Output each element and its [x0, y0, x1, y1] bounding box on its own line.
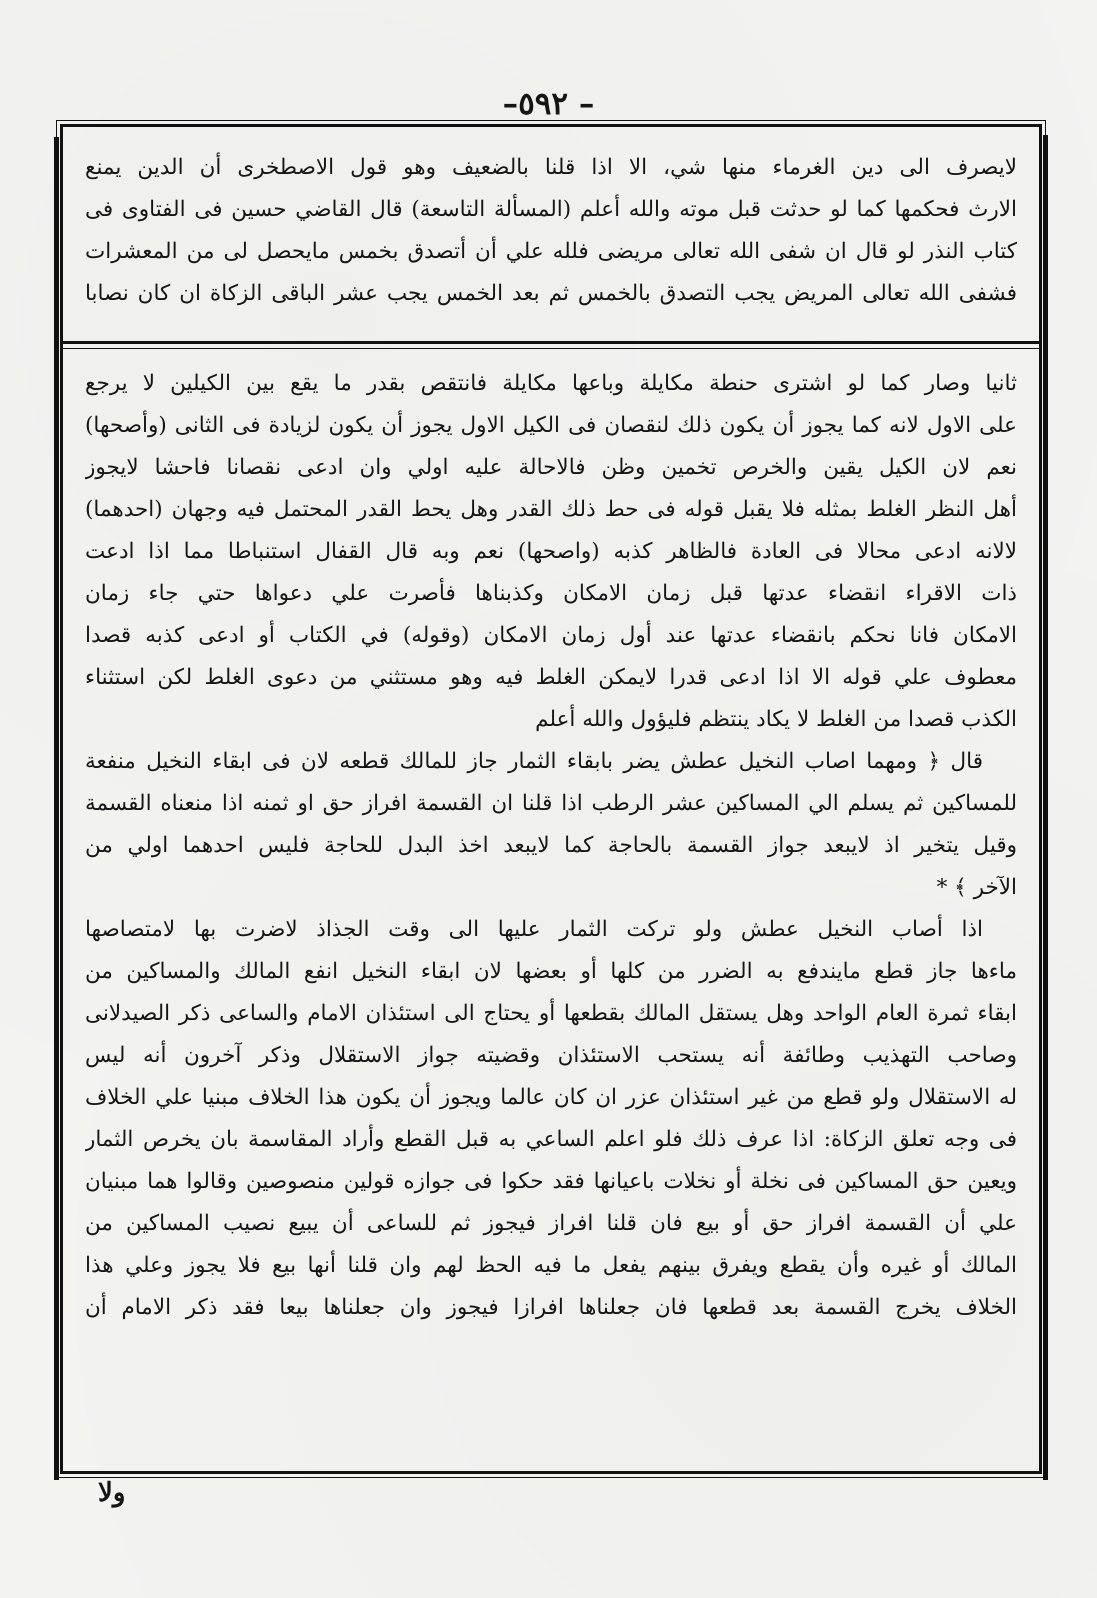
footnote-block	[63, 127, 1039, 341]
footnote-line: لايصرف الى دين الغرماء منها شي، الا اذا قلنا بالضعيف وهو قول الاصطخرى أن الدين يمنع	[85, 155, 1017, 180]
page-number: –٥٩٢ –	[502, 86, 595, 122]
text-frame	[60, 124, 1042, 1474]
catchword: ولا	[98, 1478, 126, 1508]
text-line: الكذب قصدا من الغلط لا يكاد ينتظم فليؤول والله أعلم	[535, 707, 1017, 732]
text-line: ابقاء ثمرة العام الواحد وهل يستقل المالك بقطعها أو يحتاج الى استئذان الامام والساعى ذكر الصيدلانى	[85, 1001, 1017, 1026]
text-line: ثانيا وصار كما لو اشترى حنطة مكايلة وباعها مكايلة فانتقص بقدر ما يقع بين الكيلين لا يرجع	[85, 371, 1017, 396]
text-line: وصاحب التهذيب وطائفة أنه يستحب الاستئذان وقضيته جواز الاستقلال وذكر آخرون أنه ليس	[85, 1043, 1017, 1068]
footnote-line: الارث فحكمها كما لو حدثت قبل موته والله أعلم (المسألة التاسعة) قال القاضي حسين فى الفتاوى فى	[85, 197, 1017, 222]
text-line: علي أن القسمة افراز حق أو بيع فان قلنا افراز فيجوز ثم للساعى أن يبيع نصيب المساكين من	[85, 1211, 1017, 1236]
text-line: الخلاف يخرج القسمة بعد قطعها فان جعلناها افرازا فيجوز وان جعلناها بيعا فقد ذكر الامام أن	[85, 1295, 1017, 1320]
text-line: المالك أو غيره وأن يقطع ويفرق بينهم يفعل ما فيه الحظ لهم وان قلنا أنها بيع فلا يجوز وعلي هذا	[85, 1253, 1017, 1278]
text-line: الامكان فانا نحكم بانقضاء عدتها عند أول زمان الامكان (وقوله) في الكتاب أو ادعى كذبه قصدا	[85, 623, 1017, 648]
text-line: لالانه ادعى محالا فى العادة فالظاهر كذبه (واصحها) نعم وبه قال القفال استنباطا مما اذا ادعت	[85, 539, 1017, 564]
text-line: فى وجه تعلق الزكاة: اذا عرف ذلك فلو اعلم الساعي به قبل القطع وأراد المقاسمة بان يخرص الثمار	[85, 1127, 1017, 1152]
text-line: معطوف علي قوله الا اذا ادعى قدرا لايمكن الغلط فيه وهو مستثني من دعوى الغلط لكن استثناء	[85, 665, 1017, 690]
text-line: للمساكين ثم يسلم الي المساكين عشر الرطب اذا قلنا ان القسمة افراز حق او ثمنه اذا منعناه القسمة	[85, 791, 1017, 816]
text-line: نعم لان الكيل يقين والخرص تخمين وظن فالاحالة عليه اولي وان ادعى نقصانا فاحشا لايجوز	[85, 455, 1017, 480]
text-line: ماءها جاز قطع مايندفع به الضرر من كلها أو بعضها لان ابقاء النخيل انفع المالك والمساكين من	[85, 959, 1017, 984]
text-line: له الاستقلال ولو قطع من غير استئذان عزر ان كان عالما ويجوز أن يكون هذا الخلاف مبنيا علي الخلاف	[85, 1085, 1017, 1110]
text-line: اذا أصاب النخيل عطش ولو تركت الثمار عليها الى وقت الجذاذ لاضرت بها لامتصاصها	[85, 917, 983, 942]
text-line: وقيل يتخير اذ لايبعد جواز القسمة بالحاجة كما لايبعد اخذ البدل للحاجة فليس احدهما اولي من	[85, 833, 1017, 858]
footnote-line: فشفى الله تعالى المريض يجب التصدق بالخمس ثم بعد الخمس يجب عشر الباقى الزكاة ان كان نصابا	[85, 281, 1017, 306]
footnote-line: كتاب النذر لو قال ان شفى الله تعالى مريضى فلله علي أن أتصدق بخمس مايحصل لى من المعشرات	[85, 239, 1017, 264]
text-line: الآخر ﴾ *	[936, 875, 1017, 900]
text-line: على الاول لانه كما يجوز أن يكون ذلك لنقصان فى الكيل الاول يجوز أن يكون لزيادة فى الثانى (وأصحها)	[85, 413, 1017, 438]
text-line: ذات الاقراء انقضاء عدتها قبل زمان الامكان وكذبناها فأصرت علي دعواها حتي جاء زمان	[85, 581, 1017, 606]
main-text-block	[63, 353, 1039, 1471]
section-divider	[63, 341, 1039, 344]
text-line: قال ﴿ ومهما اصاب النخيل عطش يضر بابقاء الثمار جاز للمالك قطعه لان فى ابقاء النخيل منفعة	[85, 749, 983, 774]
text-line: أهل النظر الغلط بمثله فلا يقبل قوله فى حط ذلك القدر وهل يحط القدر المحتمل فيه وجهان (احدهما)	[85, 497, 1017, 522]
text-line: ويعين حق المساكين فى نخلة أو نخلات باعيانها فقد حكوا فى جوازه قولين منصوصين وقالوا هما مبنيان	[85, 1169, 1017, 1194]
